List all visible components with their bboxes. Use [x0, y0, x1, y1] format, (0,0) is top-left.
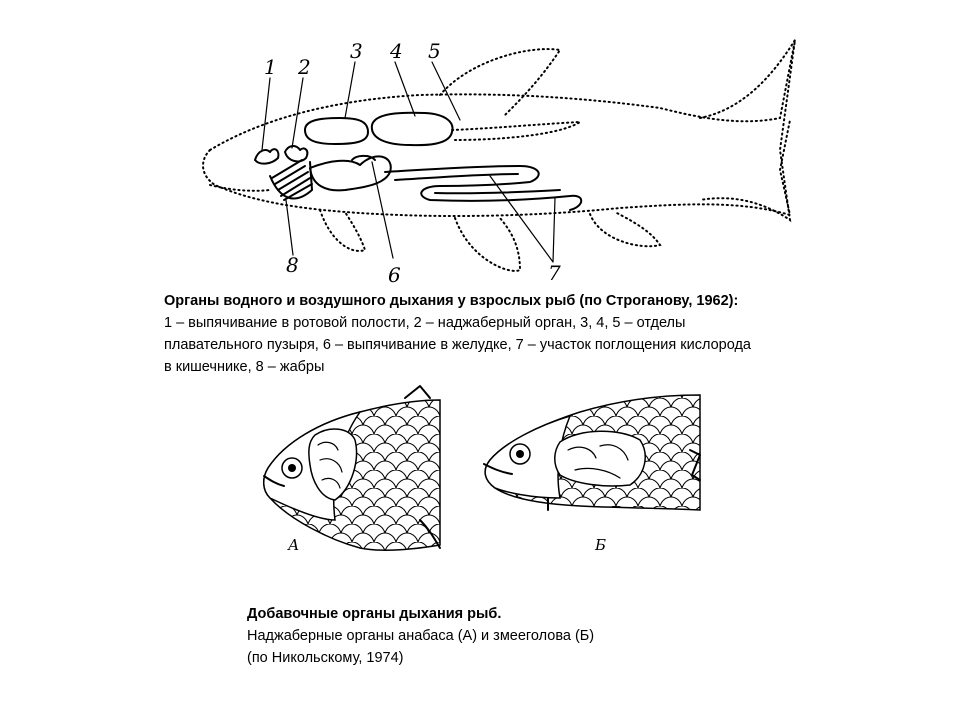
digestive-tract: [310, 156, 581, 210]
gills: [270, 160, 312, 200]
label-1: 1: [264, 55, 277, 79]
fish-respiratory-organs-diagram: [0, 0, 960, 290]
caption-top-line-1: 1 – выпячивание в ротовой полости, 2 – наджаберный орган, 3, 4, 5 – отделы: [164, 315, 686, 331]
caption-top-line-3: в кишечнике, 8 – жабры: [164, 359, 325, 375]
anabas-head: [264, 386, 440, 550]
fish-heads-diagram: [0, 380, 960, 600]
diagram-labels: [264, 39, 561, 287]
leader-lines: [262, 62, 555, 262]
caption-top-title: Органы водного и воздушного дыхания у взрослых рыб (по Строганову, 1962):: [164, 293, 739, 309]
caption-bottom-line-2: (по Никольскому, 1974): [247, 650, 404, 666]
swim-bladder: [305, 113, 580, 145]
label-5: 5: [428, 39, 441, 63]
fish-body-outline: [203, 40, 795, 271]
label-7: 7: [548, 261, 561, 285]
caption-bottom-line-1: Наджаберные органы анабаса (А) и змееголова (Б): [247, 628, 595, 644]
label-3: 3: [350, 39, 363, 63]
caption-top: [164, 290, 804, 378]
snakehead-head: [484, 395, 700, 510]
caption-top-line-2: плавательного пузыря, 6 – выпячивание в желудке, 7 – участок поглощения кислорода: [164, 337, 751, 353]
caption-bottom: [247, 603, 707, 669]
label-a: А: [288, 536, 300, 554]
label-6: 6: [388, 263, 401, 287]
label-8: 8: [286, 253, 299, 277]
label-4: 4: [390, 39, 403, 63]
label-2: 2: [298, 55, 311, 79]
caption-bottom-title: Добавочные органы дыхания рыб.: [247, 606, 502, 622]
label-b: Б: [595, 536, 607, 554]
